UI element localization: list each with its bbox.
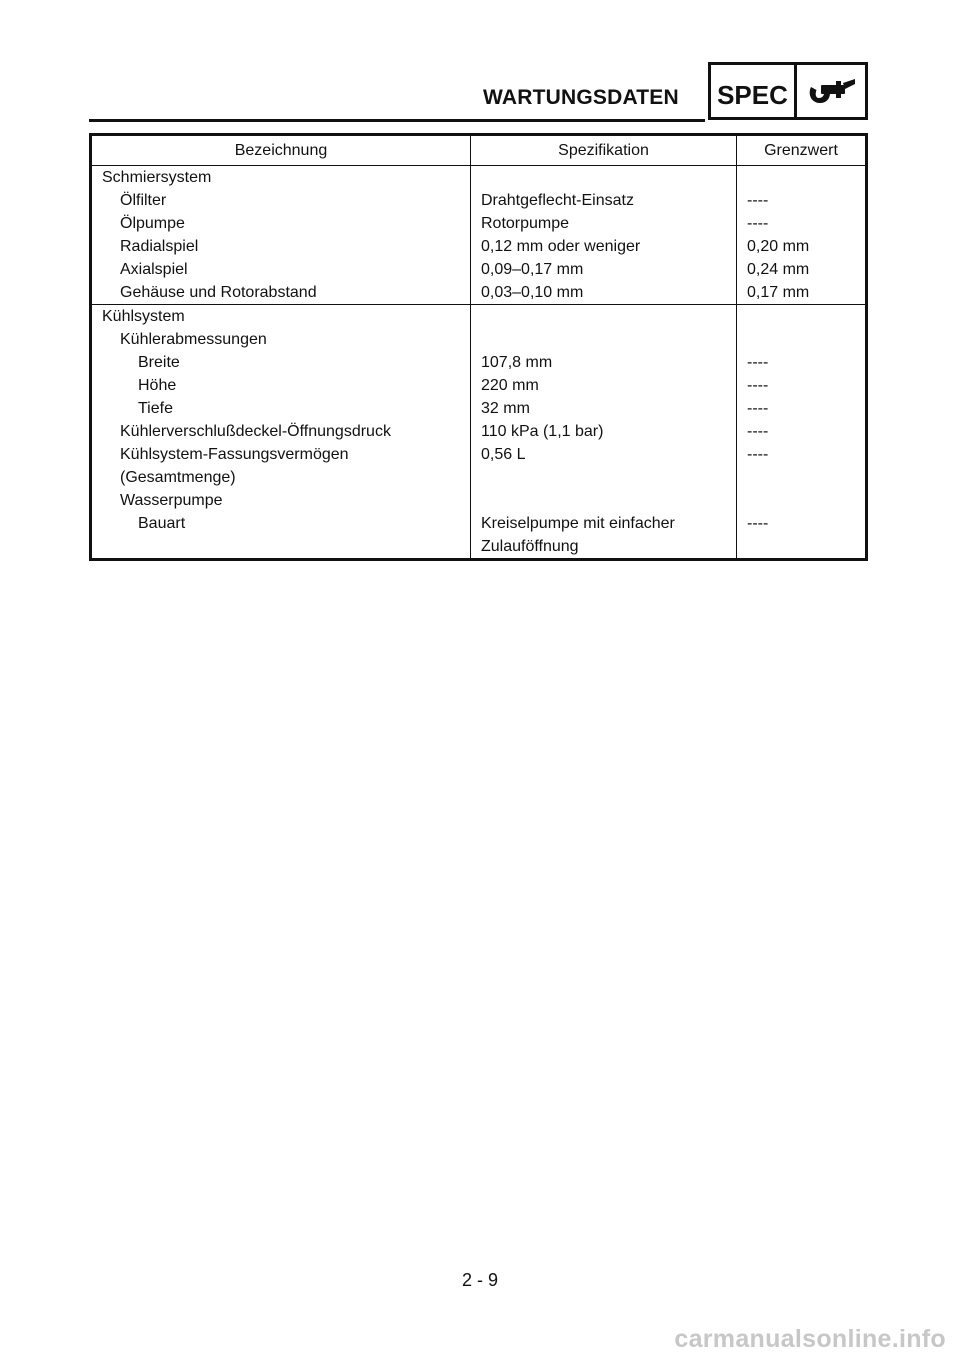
column-header-grenzwert: Grenzwert: [737, 135, 867, 166]
row-limit: [737, 166, 867, 190]
row-name: Breite: [138, 354, 180, 371]
table-row: [91, 235, 867, 258]
table-row: [91, 374, 867, 397]
row-spec: 0,12 mm oder weniger: [471, 235, 737, 258]
table-header-row: [91, 135, 867, 166]
table-row: [91, 328, 867, 351]
row-limit: [737, 489, 867, 512]
row-name: Wasserpumpe: [120, 492, 223, 509]
row-spec: 0,56 L: [471, 443, 737, 489]
row-limit: 0,24 mm: [737, 258, 867, 281]
page-number: 2 - 9: [461, 1270, 499, 1290]
table-row: [91, 166, 867, 190]
row-spec: Drahtgeflecht-Einsatz: [471, 189, 737, 212]
row-name: Gehäuse und Rotorabstand: [91, 281, 471, 305]
row-limit: ----: [737, 351, 867, 374]
row-name: Ölfilter: [120, 192, 167, 209]
row-name: Schmiersystem: [102, 169, 212, 186]
row-name-cell: [91, 443, 471, 489]
row-spec: 220 mm: [471, 374, 737, 397]
table-row: [91, 212, 867, 235]
table-row: [91, 443, 867, 489]
row-spec: [471, 166, 737, 190]
row-name: Radialspiel: [120, 238, 199, 255]
row-name: Tiefe: [138, 400, 173, 417]
table-row: [91, 189, 867, 212]
spec-badge: [708, 62, 868, 120]
page-title: WARTUNGSDATEN: [483, 86, 679, 109]
row-spec: 110 kPa (1,1 bar): [471, 420, 737, 443]
row-spec: Rotorpumpe: [471, 212, 737, 235]
caliper-icon: [805, 76, 857, 106]
table-row: [91, 305, 867, 329]
column-header-bezeichnung: Bezeichnung: [91, 135, 471, 166]
row-name: Kühlsystem-Fassungsvermögen: [120, 446, 349, 463]
table-row: [91, 489, 867, 512]
row-name: Axialspiel: [120, 261, 188, 278]
caliper-icon-cell: [797, 65, 865, 117]
row-limit: ----: [737, 512, 867, 560]
row-spec: 32 mm: [471, 397, 737, 420]
row-spec: 0,09–0,17 mm: [471, 258, 737, 281]
row-limit: ----: [737, 443, 867, 489]
table-row: [91, 512, 867, 560]
row-spec: [471, 489, 737, 512]
watermark: carmanualsonline.info: [674, 1325, 946, 1353]
header-rule: [89, 119, 705, 122]
row-name-continued: (Gesamtmenge): [120, 469, 236, 486]
row-limit: ----: [737, 397, 867, 420]
row-spec-continued: Zulauföffnung: [481, 538, 579, 555]
row-name: Ölpumpe: [120, 215, 185, 232]
row-spec-cell: [471, 512, 737, 560]
specification-table: [89, 133, 868, 561]
row-spec: 0,03–0,10 mm: [471, 281, 737, 305]
table-row: [91, 420, 867, 443]
row-spec: [471, 328, 737, 351]
row-name: Höhe: [138, 377, 177, 394]
row-limit: ----: [737, 212, 867, 235]
spec-badge-label: SPEC: [711, 65, 797, 117]
column-header-spezifikation: Spezifikation: [471, 135, 737, 166]
table-row: [91, 281, 867, 305]
row-limit: ----: [737, 374, 867, 397]
row-limit: [737, 305, 867, 329]
row-name: Bauart: [138, 515, 186, 532]
row-spec: Kreiselpumpe mit einfacher: [481, 515, 675, 532]
row-limit: [737, 328, 867, 351]
table-row: [91, 397, 867, 420]
row-limit: ----: [737, 420, 867, 443]
row-name: Kühlerabmessungen: [120, 331, 267, 348]
table-row: [91, 351, 867, 374]
table-row: [91, 258, 867, 281]
row-limit: 0,20 mm: [737, 235, 867, 258]
row-limit: 0,17 mm: [737, 281, 867, 305]
row-limit: ----: [737, 189, 867, 212]
row-name: Kühlerverschlußdeckel-Öffnungsdruck: [120, 423, 391, 440]
row-spec: 107,8 mm: [471, 351, 737, 374]
row-spec: [471, 305, 737, 329]
row-name: Kühlsystem: [102, 308, 185, 325]
